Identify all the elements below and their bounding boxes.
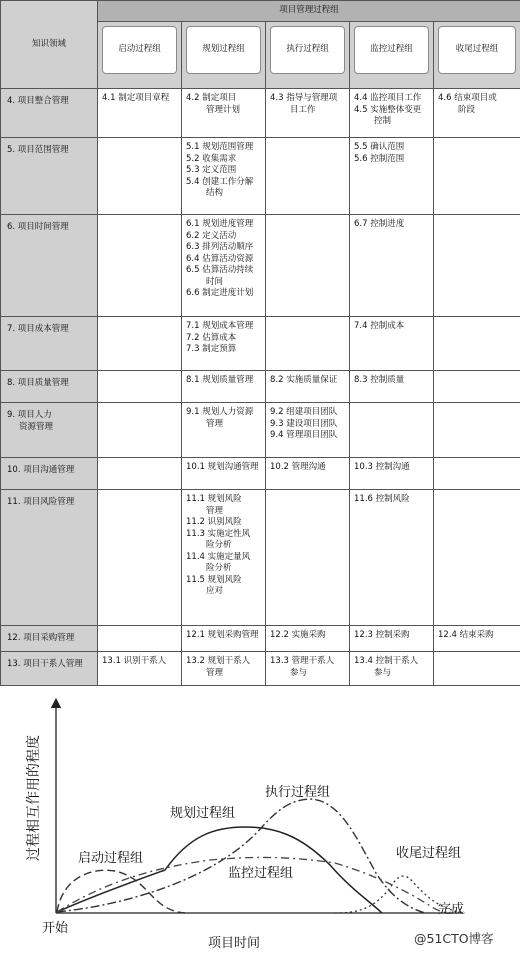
knowledge-area-row [1,458,520,490]
process-item: 5.1 规划范围管理 [186,142,254,152]
process-cell [266,403,350,458]
process-item: 9.3 建设项目团队 [270,418,338,429]
process-item: 8.3 控制质量 [354,375,405,385]
process-cell [266,490,350,626]
knowledge-area-row [1,89,520,138]
process-item: 7.3 制定预算 [186,344,237,354]
knowledge-area-label: 9. 项目人力 [7,410,52,420]
process-item: 10.3 控制沟通 [354,462,410,472]
process-item: 7.4 控制成本 [354,321,405,331]
closing-label: 收尾过程组 [396,846,462,861]
process-item: 6.7 控制进度 [354,219,405,229]
process-cell [98,652,182,686]
process-item: 12.4 结束采购 [438,630,494,640]
process-item: 13.1 识别干系人 [102,656,167,666]
process-item: 4.5 实施整体变更 [354,104,422,115]
knowledge-area-cell [1,490,98,626]
knowledge-area-cell [1,626,98,652]
process-cell [266,215,350,317]
knowledge-area-label: 6. 项目时间管理 [7,222,69,232]
process-cell [266,89,350,138]
process-item: 11.4 实施定量风 [186,551,251,562]
process-item: 目工作 [290,104,316,115]
process-item: 参与 [290,667,308,678]
process-cell [182,215,266,317]
process-item: 9.2 组建项目团队 [270,407,338,417]
knowledge-area-row [1,371,520,403]
process-cell [98,458,182,490]
process-item: 阶段 [458,104,476,115]
process-cell [350,317,434,371]
process-item: 险分析 [206,563,232,573]
process-cell [182,317,266,371]
knowledge-area-label-line2: 资源管理 [19,421,54,432]
process-cell [434,626,520,652]
process-group-label: 监控过程组 [354,26,429,74]
process-cell [434,371,520,403]
process-group-header [350,22,434,89]
process-cell [350,403,434,458]
executing-label: 执行过程组 [265,785,331,800]
process-item: 12.3 控制采购 [354,630,410,640]
y-axis-label: 过程相互作用的程度 [26,735,42,861]
process-item: 8.2 实施质量保证 [270,375,338,385]
process-cell [98,89,182,138]
process-cell [434,490,520,626]
process-cell [350,490,434,626]
knowledge-area-cell [1,458,98,490]
knowledge-area-cell [1,371,98,403]
x-axis-label: 项目时间 [208,936,261,951]
start-label: 开始 [42,921,69,936]
process-cell [434,138,520,215]
process-group-label: 启动过程组 [102,26,177,74]
knowledge-area-row [1,652,520,686]
knowledge-area-row [1,403,520,458]
process-item: 13.3 管理干系人 [270,656,335,666]
process-item: 12.1 规划采购管理 [186,630,259,640]
knowledge-area-label: 5. 项目范围管理 [7,145,69,155]
process-cell [266,458,350,490]
process-item: 4.6 结束项目或 [438,93,497,103]
process-item: 8.1 规划质量管理 [186,375,254,385]
process-item: 10.2 管理沟通 [270,462,326,472]
process-cell [182,652,266,686]
process-item: 7.2 估算成本 [186,332,237,343]
process-item: 管理 [206,505,224,516]
process-item: 应对 [206,586,224,596]
knowledge-area-label: 12. 项目采购管理 [7,633,75,643]
process-cell [182,138,266,215]
process-item: 参与 [374,667,392,678]
process-cell [182,371,266,403]
process-cell [350,652,434,686]
process-item: 6.6 制定进度计划 [186,288,254,298]
process-item: 13.2 规划干系人 [186,656,251,666]
process-item: 9.4 管理项目团队 [270,430,338,440]
process-item: 6.2 定义活动 [186,230,237,241]
process-group-header [98,22,182,89]
process-item: 11.6 控制风险 [354,494,410,504]
knowledge-area-label: 11. 项目风险管理 [7,497,75,507]
monitoring-label: 监控过程组 [228,866,294,881]
knowledge-area-row [1,215,520,317]
process-cell [350,626,434,652]
process-cell [98,317,182,371]
process-item: 管理 [206,418,224,429]
knowledge-area-cell [1,138,98,215]
knowledge-area-label: 13. 项目干系人管理 [7,659,83,669]
process-cell [98,138,182,215]
process-groups-header: 项目管理过程组 [98,1,520,22]
knowledge-area-row [1,626,520,652]
process-item: 4.2 制定项目 [186,93,237,103]
process-cell [434,317,520,371]
process-group-label: 规划过程组 [186,26,261,74]
process-cell [350,371,434,403]
process-item: 7.1 规划成本管理 [186,321,254,331]
planning-curve [57,827,382,913]
process-cell [434,458,520,490]
knowledge-area-cell [1,403,98,458]
knowledge-area-label: 7. 项目成本管理 [7,324,69,334]
process-item: 时间 [206,276,224,287]
process-item: 控制 [374,116,392,126]
knowledge-area-cell [1,652,98,686]
process-cell [350,215,434,317]
process-item: 11.5 规划风险 [186,574,242,585]
process-item: 11.2 识别风险 [186,517,242,527]
process-cell [182,403,266,458]
knowledge-area-cell [1,215,98,317]
knowledge-area-label: 10. 项目沟通管理 [7,465,75,475]
process-item: 10.1 规划沟通管理 [186,462,259,472]
process-item: 13.4 控制干系人 [354,656,419,666]
process-cell [434,89,520,138]
process-cell [182,458,266,490]
initiating-curve [57,870,185,913]
process-item: 11.3 实施定性风 [186,528,251,539]
process-item: 管理计划 [206,104,241,115]
process-item: 5.5 确认范围 [354,142,405,152]
process-cell [266,371,350,403]
process-cell [266,317,350,371]
process-item: 管理 [206,667,224,678]
process-item: 9.1 规划人力资源 [186,407,254,417]
process-group-label: 执行过程组 [270,26,345,74]
process-cell [434,215,520,317]
process-item: 6.3 排列活动顺序 [186,242,254,252]
process-item: 4.3 指导与管理项 [270,93,338,103]
initiating-label: 启动过程组 [78,851,144,866]
knowledge-area-row [1,138,520,215]
watermark: @51CTO博客 [414,931,494,946]
process-cell [266,652,350,686]
process-item: 6.1 规划进度管理 [186,219,254,229]
end-label: 完成 [438,902,465,917]
process-item: 5.6 控制范围 [354,153,405,164]
process-cell [350,89,434,138]
process-cell [350,138,434,215]
process-item: 5.4 创建工作分解 [186,176,254,187]
process-group-label: 收尾过程组 [438,26,516,74]
knowledge-area-row [1,317,520,371]
process-cell [98,626,182,652]
process-item: 11.1 规划风险 [186,494,242,504]
process-cell [98,490,182,626]
process-cell [182,626,266,652]
process-cell [266,138,350,215]
process-group-header [266,22,350,89]
process-item: 5.2 收集需求 [186,153,237,164]
knowledge-area-cell [1,89,98,138]
process-item: 结构 [206,188,224,198]
process-item: 6.4 估算活动资源 [186,253,254,264]
process-item: 4.4 监控项目工作 [354,93,422,103]
knowledge-area-header: 知识领域 [1,1,98,89]
planning-label: 规划过程组 [170,806,236,821]
process-interaction-chart [0,695,520,957]
process-cell [434,403,520,458]
process-cell [98,215,182,317]
process-cell [98,371,182,403]
knowledge-area-row [1,490,520,626]
process-cell [350,458,434,490]
process-item: 12.2 实施采购 [270,630,326,640]
process-item: 4.1 制定项目章程 [102,93,170,103]
process-group-header [434,22,520,89]
process-cell [434,652,520,686]
process-cell [182,89,266,138]
process-cell [98,403,182,458]
knowledge-area-label: 8. 项目质量管理 [7,378,69,388]
process-item: 5.3 定义范围 [186,165,237,175]
process-cell [266,626,350,652]
process-cell [182,490,266,626]
process-item: 6.5 估算活动持续 [186,265,254,275]
process-item: 险分析 [206,540,232,550]
knowledge-area-cell [1,317,98,371]
process-group-header [182,22,266,89]
knowledge-area-label: 4. 项目整合管理 [7,96,69,106]
